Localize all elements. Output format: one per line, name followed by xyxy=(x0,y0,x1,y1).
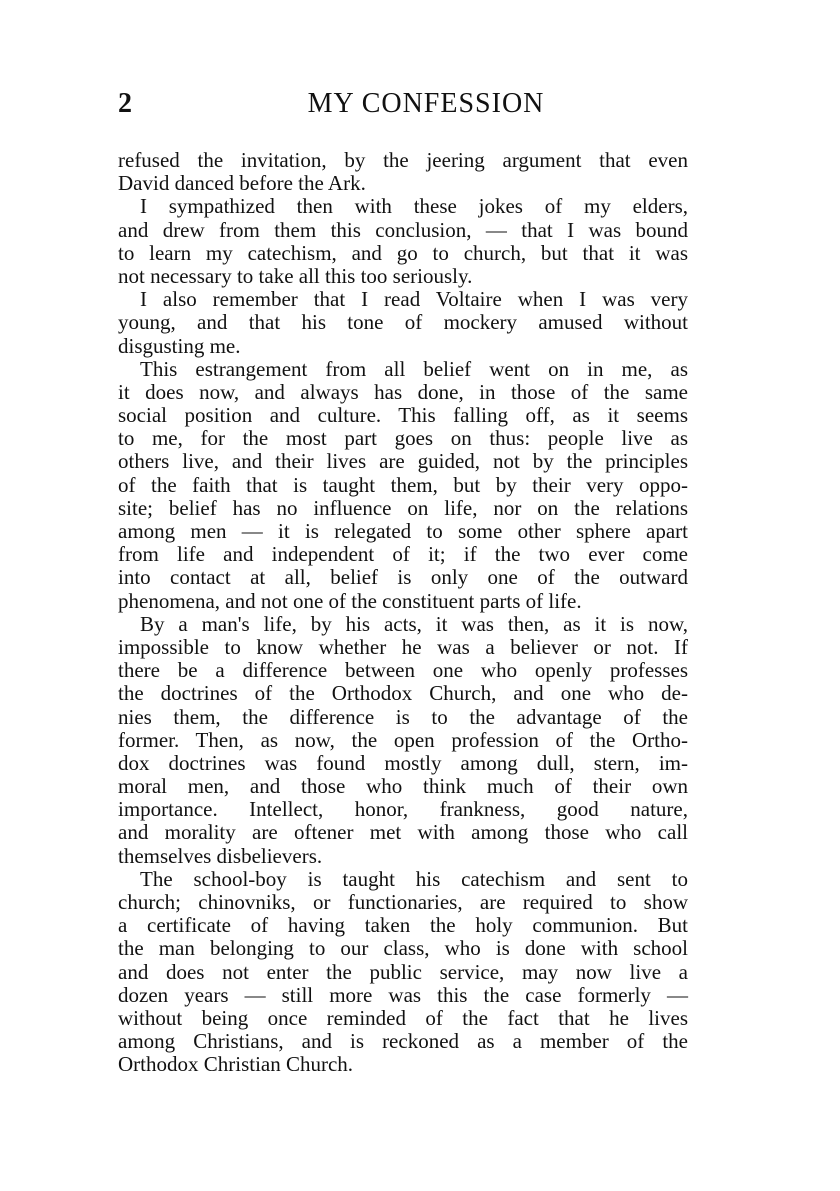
paragraph-first-line: This estrangement from all belief went on in me, as xyxy=(140,356,688,381)
text-line: dozen years — still more was this the case formerly — xyxy=(118,982,688,1007)
text-line: nies them, the difference is to the advantage of the xyxy=(118,704,688,729)
text-line: importance. Intellect, honor, frankness, good nature, xyxy=(118,797,688,822)
text-line: from life and independent of it; if the two ever come xyxy=(118,542,688,567)
text-line: impossible to know whether he was a believer or not. If xyxy=(118,634,688,659)
text-line: among Christians, and is reckoned as a member of the xyxy=(118,1029,688,1054)
text-line: dox doctrines was found mostly among dull, stern, im- xyxy=(118,750,688,775)
page-number: 2 xyxy=(118,88,132,119)
paragraph-first-line: The school-boy is taught his catechism and sent to xyxy=(140,866,688,891)
text-line: phenomena, and not one of the constituent parts of life. xyxy=(118,588,582,613)
text-line: a certificate of having taken the holy communion. But xyxy=(118,913,688,938)
text-line: not necessary to take all this too seriously. xyxy=(118,263,473,288)
text-line: among men — it is relegated to some other sphere apart xyxy=(118,519,688,543)
text-line: to learn my catechism, and go to church, but that it was xyxy=(118,240,688,265)
paragraph-first-line: By a man's life, by his acts, it was then, as it is now, xyxy=(140,611,688,636)
text-line: themselves disbelievers. xyxy=(118,843,323,868)
body-text xyxy=(118,149,688,1077)
text-line: it does now, and always has done, in those of the same xyxy=(118,379,688,404)
text-line: the man belonging to our class, who is done with school xyxy=(118,936,688,961)
text-line: church; chinovniks, or functionaries, are required to show xyxy=(118,890,688,914)
text-line: site; belief has no influence on life, nor on the relations xyxy=(118,495,688,520)
text-line: the doctrines of the Orthodox Church, and one who de- xyxy=(118,681,688,706)
text-line: former. Then, as now, the open profession of the Ortho- xyxy=(118,727,688,752)
text-line: David danced before the Ark. xyxy=(118,171,366,196)
text-line: without being once reminded of the fact that he lives xyxy=(118,1005,688,1030)
text-line: disgusting me. xyxy=(118,333,241,358)
text-line: there be a difference between one who openly professes xyxy=(118,658,688,683)
text-line: Orthodox Christian Church. xyxy=(118,1052,354,1077)
text-line: others live, and their lives are guided, not by the principles xyxy=(118,449,688,474)
text-line: and drew from them this conclusion, — that I was bound xyxy=(118,217,688,242)
text-line: refused the invitation, by the jeering argument that even xyxy=(118,148,688,172)
paragraph-first-line: I also remember that I read Voltaire when I was very xyxy=(140,287,688,312)
text-line: young, and that his tone of mockery amused without xyxy=(118,310,688,335)
text-line: of the faith that is taught them, but by their very oppo- xyxy=(118,472,688,497)
text-line: and morality are oftener met with among those who call xyxy=(118,820,688,845)
text-line: social position and culture. This falling off, as it seems xyxy=(118,403,688,428)
running-head-title: MY CONFESSION xyxy=(307,88,545,119)
paragraph-first-line: I sympathized then with these jokes of my elders, xyxy=(140,194,688,219)
text-line: moral men, and those who think much of their own xyxy=(118,774,688,799)
text-line: into contact at all, belief is only one of the outward xyxy=(118,565,688,590)
text-line: to me, for the most part goes on thus: people live as xyxy=(118,426,688,451)
text-line: and does not enter the public service, may now live a xyxy=(118,959,688,984)
